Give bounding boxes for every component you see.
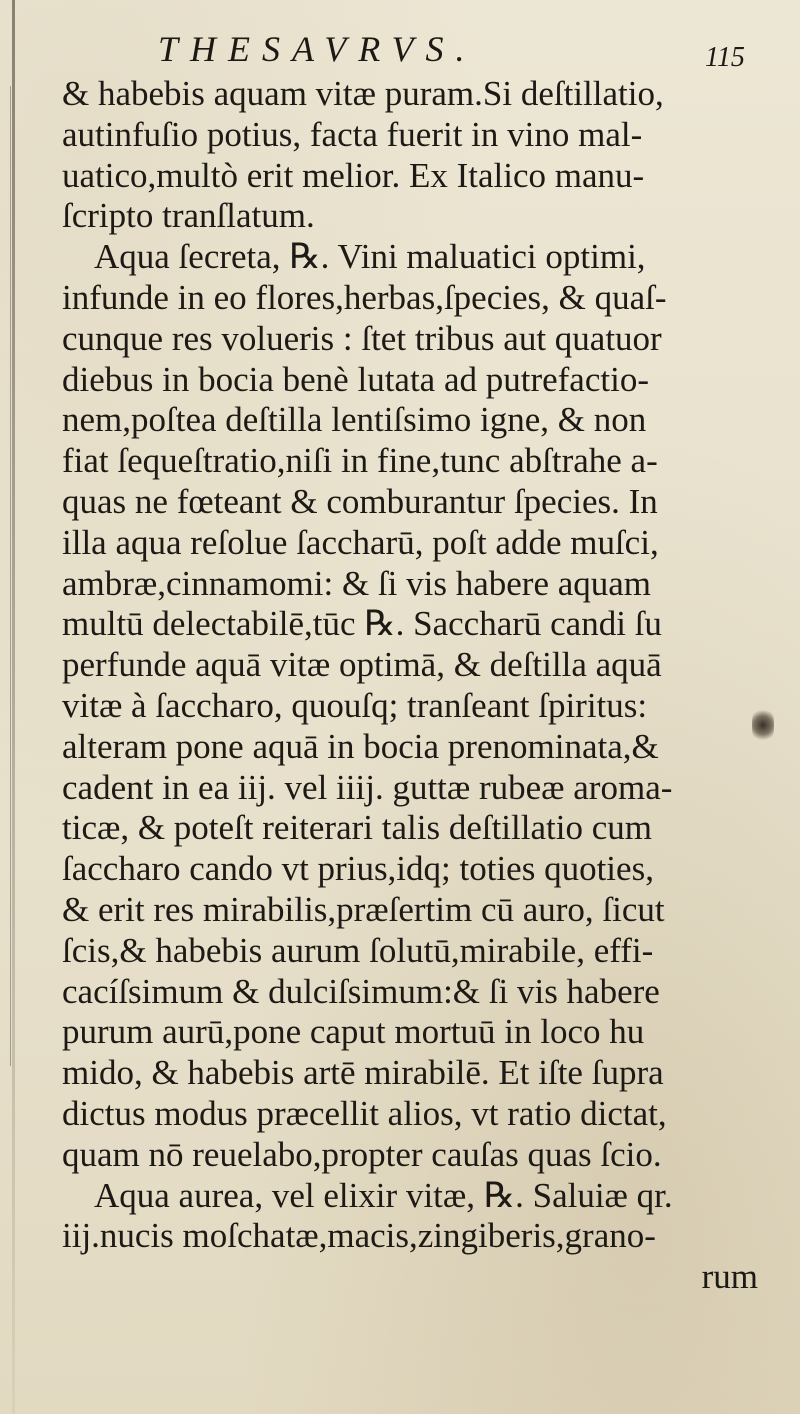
text-line: ambræ,cinnamomi: & ſi vis habere aquam: [62, 563, 652, 603]
text-line: illa aqua reſolue ſaccharū, poſt adde muſci,: [62, 522, 659, 562]
text-line: purum aurū,pone caput mortuū in loco hu: [62, 1012, 645, 1052]
text-line: uatico,multò erit melior. Ex Italico manu-: [62, 155, 645, 195]
text-line: ticæ, & poteſt reiterari talis deſtillatio cum: [62, 808, 652, 848]
text-line: cunque res volueris : ſtet tribus aut quatuor: [62, 318, 662, 358]
text-line: autinfuſio potius, facta fuerit in vino mal-: [62, 114, 643, 154]
text-line: ſcripto tranſlatum.: [62, 196, 315, 236]
text-line: fiat ſequeſtratio,niſi in fine,tunc abſtrahe a-: [62, 441, 658, 481]
text-line: quas ne fœteant & comburantur ſpecies. In: [62, 481, 658, 521]
margin-rule: [10, 86, 23, 1066]
page-number: 115: [705, 42, 745, 73]
text-line: vitæ à ſaccharo, quouſq; tranſeant ſpiritus:: [62, 685, 648, 725]
text-line: nem,poſtea deſtilla lentiſsimo igne, & non: [62, 400, 647, 440]
body-text: [62, 74, 762, 1298]
text-line: alteram pone aquā in bocia prenominata,&: [62, 726, 659, 766]
ink-blot: [752, 708, 774, 742]
text-line: cacíſsimum & dulciſsimum:& ſi vis habere: [62, 971, 660, 1011]
text-line: cadent in ea iij. vel iiij. guttæ rubeæ aroma-: [62, 767, 673, 807]
text-line: quam nō reuelabo,propter cauſas quas ſcio.: [62, 1134, 662, 1174]
text-line: & habebis aquam vitæ puram.Si deſtillatio,: [62, 74, 664, 113]
text-line: Aqua aurea, vel elixir vitæ, ℞. Saluiæ qr.: [94, 1175, 673, 1215]
text-line: & erit res mirabilis,præſertim cū auro, ſicut: [62, 889, 665, 929]
text-line: iij.nucis moſchatæ,macis,zingiberis,grano-: [62, 1216, 656, 1256]
text-line: Aqua ſecreta, ℞. Vini maluatici optimi,: [94, 237, 646, 277]
text-line: diebus in bocia benè lutata ad putrefactio-: [62, 359, 649, 399]
text-line: multū delectabilē,tūc ℞. Saccharū candi ſu: [62, 604, 662, 644]
text-line: mido, & habebis artē mirabilē. Et iſte ſupra: [62, 1053, 664, 1093]
page-header: [0, 28, 800, 78]
text-line: perfunde aquā vitæ optimā, & deſtilla aquā: [62, 645, 662, 685]
text-line: ſcis,& habebis aurum ſolutū,mirabile, effi-: [62, 930, 654, 970]
text-line: dictus modus præcellit alios, vt ratio dictat,: [62, 1093, 667, 1133]
catchword: rum: [701, 1257, 758, 1297]
running-head: THESAVRVS.: [158, 29, 477, 69]
text-line: infunde in eo flores,herbas,ſpecies, & quaſ-: [62, 277, 667, 317]
text-line: ſaccharo cando vt prius,idq; toties quoties,: [62, 849, 654, 889]
